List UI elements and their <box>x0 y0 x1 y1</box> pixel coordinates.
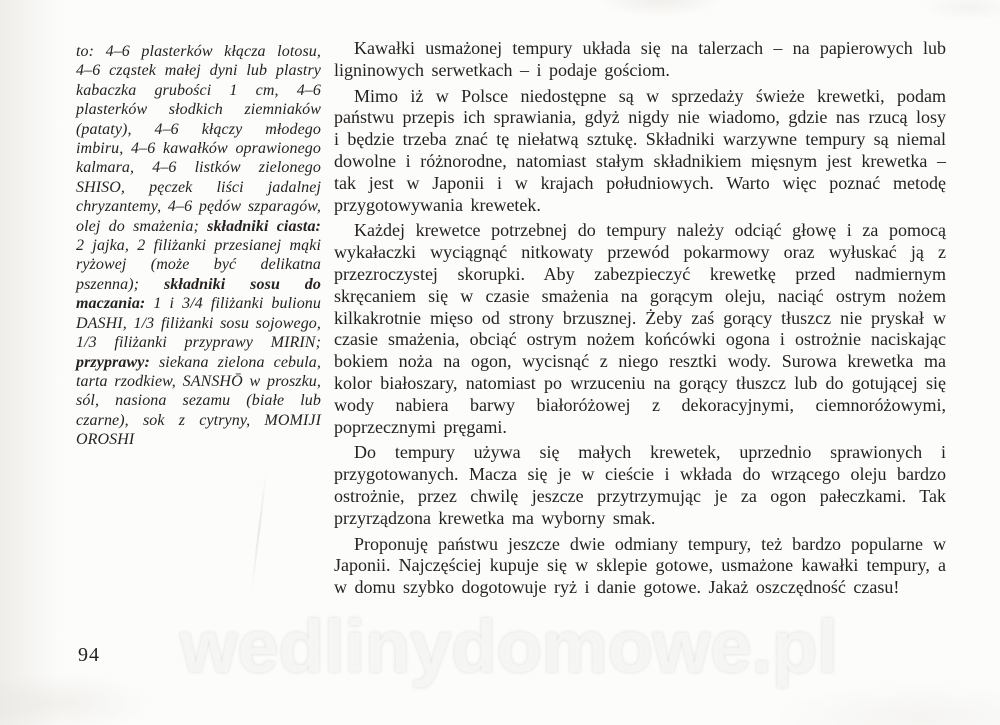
ingredients-section-heading: przyprawy: <box>76 353 150 371</box>
ingredients-column <box>76 42 321 450</box>
ingredients-segment: 1 i 3/4 filiżanki bulionu DASHI, 1/3 filiżanki sosu sojowego, 1/3 filiżanki przyprawy MIRIN; <box>76 295 321 352</box>
recipe-paragraph: Do tempury używa się małych krewetek, uprzednio sprawionych i przygotowanych. Macza się je w cieście i wkłada do wrzącego oleju bardzo ostrożnie, przez chwilę jeszcze przytrzymując je za ogon pałeczkami. Tak przyrządzona krewetka ma wyborny smak. <box>334 442 946 528</box>
ingredients-segment: siekana zielona cebula, tarta rzodkiew, SANSHŌ w proszku, sól, nasiona sezamu (białe lub czarne), sok z cytryny, MOMIJI OROSHI <box>76 353 321 449</box>
watermark: wedlinydomowe.pl <box>180 605 838 688</box>
scan-crease-artifact <box>250 468 267 592</box>
ingredients-text <box>76 43 321 448</box>
recipe-paragraph: Mimo iż w Polsce niedostępne są w sprzedaży świeże krewetki, podam państwu przepis ich sprawiania, gdyż nigdy nie wiadomo, gdzie nas rzucą losy i będzie trzeba znać tę niełatwą sztukę. Składniki warzywne tempury są niemal dowolne i różnorodne, natomiast stałym składnikiem mięsnym jest krewetka – tak jest w Japonii i w krajach południowych. Warto więc poznać metodę przygotowywania krewetek. <box>334 85 946 215</box>
ingredients-segment: to: 4–6 plasterków kłącza lotosu, 4–6 cząstek małej dyni lub plastry kabaczka grubości 1 cm, 4–6 plasterków słodkich ziemniaków (pataty), 4–6 kłączy młodego imbiru, 4–6 kawałków oprawionego kalmara, 4–6 listków zielonego SHISO, pęczek liści jadalnej chryzantemy, 4–6 pędów szparagów, olej do smażenia; <box>76 43 321 235</box>
ingredients-section-heading: składniki ciasta: <box>207 217 321 235</box>
recipe-paragraph: Kawałki usmażonej tempury układa się na talerzach – na papierowych lub ligninowych serwetkach – i podaje gościom. <box>334 38 946 80</box>
recipe-column <box>334 38 946 603</box>
ingredients-segment: 2 jajka, 2 filiżanki przesianej mąki ryżowej (może być delikatna pszenna); <box>76 237 321 293</box>
page-number: 94 <box>78 644 100 666</box>
ingredients-section-heading: składniki sosu do maczania: <box>76 275 321 313</box>
recipe-paragraph: Proponuję państwu jeszcze dwie odmiany tempury, też bardzo popularne w Japonii. Najczęściej kupuje się w sklepie gotowe, usmażone kawałki tempury, a w domu szybko dogotowuje ryż i danie gotowe. Jakaż oszczędność czasu! <box>334 533 946 598</box>
recipe-paragraph: Każdej krewetce potrzebnej do tempury należy odciąć głowę i za pomocą wykałaczki wyciągnąć nitkowaty przewód pokarmowy oraz wyłuskać ją z przezroczystej skorupki. Aby zabezpieczyć krewetkę przed nadmiernym skręcaniem się w czasie smażenia na gorącym oleju, naciąć ostrym nożem kilkakrotnie mięso od strony brzusznej. Żeby zaś gorący tłuszcz nie pryskał w czasie smażenia, obciąć ostrym nożem końcówki ogona i ostrożnie naciskając bokiem noża na ogon, wycisnąć z niego resztki wody. Surowa krewetka ma kolor białoszary, natomiast po wrzuceniu na gorący tłuszcz lub do gotującej się wody nabiera barwy białoróżowej z dekoracyjnymi, ciemnoróżowymi, poprzecznymi pręgami. <box>334 220 946 437</box>
